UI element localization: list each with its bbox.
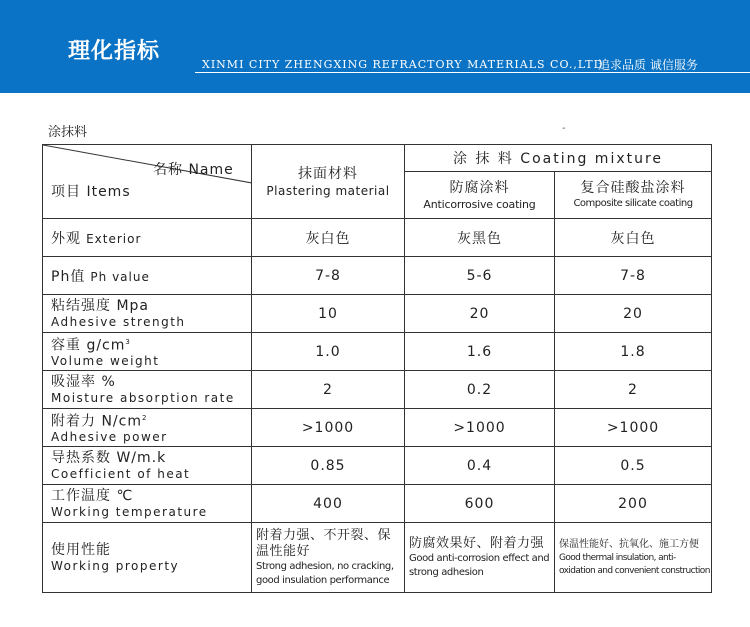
row-label: 工作温度 ℃ Working temperature	[43, 485, 252, 523]
cell-silicate: 0.5	[555, 447, 712, 485]
table-row	[43, 409, 712, 447]
cell-anticorrosive: 1.6	[405, 333, 555, 371]
corner-cell	[43, 145, 252, 219]
cell-silicate: >1000	[555, 409, 712, 447]
cell-anticorrosive: 5-6	[405, 257, 555, 295]
coating-group-header: 涂 抹 料 Coating mixture	[405, 145, 712, 172]
cell-plaster: 7-8	[252, 257, 405, 295]
row-label: 使用性能 Working property	[43, 523, 252, 593]
row-label: 粘结强度 Mpa Adhesive strength	[43, 295, 252, 333]
cell-plaster: 1.0	[252, 333, 405, 371]
cell-silicate: 20	[555, 295, 712, 333]
row-label: Ph值 Ph value	[43, 257, 252, 295]
row-label: 容重 $g/cm^3$ Volume weight	[43, 333, 252, 371]
slogan: 追求品质 诚信服务	[598, 58, 698, 72]
table-row	[43, 371, 712, 409]
table-header-row	[43, 145, 712, 172]
dash-mark: -	[562, 123, 566, 134]
cell-silicate: 灰白色	[555, 219, 712, 257]
company-name: XINMI CITY ZHENGXING REFRACTORY MATERIALS CO.,LTD	[202, 58, 604, 71]
row-label: 吸湿率 % Moisture absorption rate	[43, 371, 252, 409]
header-banner	[0, 0, 750, 93]
cell-plaster: 10	[252, 295, 405, 333]
table-row	[43, 219, 712, 257]
table-row	[43, 295, 712, 333]
cell-silicate: 2	[555, 371, 712, 409]
cell-anticorrosive: 0.4	[405, 447, 555, 485]
row-label: 外观 Exterior	[43, 219, 252, 257]
corner-items: 项目 Items	[51, 184, 131, 200]
cell-anticorrosive: >1000	[405, 409, 555, 447]
cell-plaster: 2	[252, 371, 405, 409]
table-row	[43, 333, 712, 371]
cell-silicate: 保温性能好、抗氧化、施工方便 Good thermal insulation, anti-oxidation and convenient construction	[555, 523, 712, 593]
cell-anticorrosive: 灰黑色	[405, 219, 555, 257]
cell-plaster: 400	[252, 485, 405, 523]
cell-plaster: 灰白色	[252, 219, 405, 257]
cell-plaster: 0.85	[252, 447, 405, 485]
page-title: 理化指标	[68, 39, 161, 64]
cell-anticorrosive: 600	[405, 485, 555, 523]
cell-plaster: >1000	[252, 409, 405, 447]
cell-anticorrosive: 防腐效果好、附着力强 Good anti-corrosion effect and strong adhesion	[405, 523, 555, 593]
working-property-row	[43, 523, 712, 593]
row-label: 附着力 $N/cm^2$ Adhesive power	[43, 409, 252, 447]
corner-name: 名称 Name	[153, 162, 234, 178]
cell-anticorrosive: 0.2	[405, 371, 555, 409]
table-row	[43, 447, 712, 485]
table-row	[43, 257, 712, 295]
cell-anticorrosive: 20	[405, 295, 555, 333]
col-header-silicate: 复合硅酸盐涂料 Composite silicate coating	[555, 172, 712, 219]
cell-silicate: 7-8	[555, 257, 712, 295]
banner-divider	[195, 72, 750, 73]
section-label: 涂抹料	[48, 125, 88, 140]
col-header-plaster: 抹面材料 Plastering material	[252, 145, 405, 219]
cell-silicate: 1.8	[555, 333, 712, 371]
table-row	[43, 485, 712, 523]
spec-table	[42, 144, 712, 593]
cell-plaster: 附着力强、不开裂、保温性能好 Strong adhesion, no cracking, good insulation performance	[252, 523, 405, 593]
row-label: 导热系数 W/m.k Coefficient of heat	[43, 447, 252, 485]
cell-silicate: 200	[555, 485, 712, 523]
col-header-anticorrosive: 防腐涂料 Anticorrosive coating	[405, 172, 555, 219]
